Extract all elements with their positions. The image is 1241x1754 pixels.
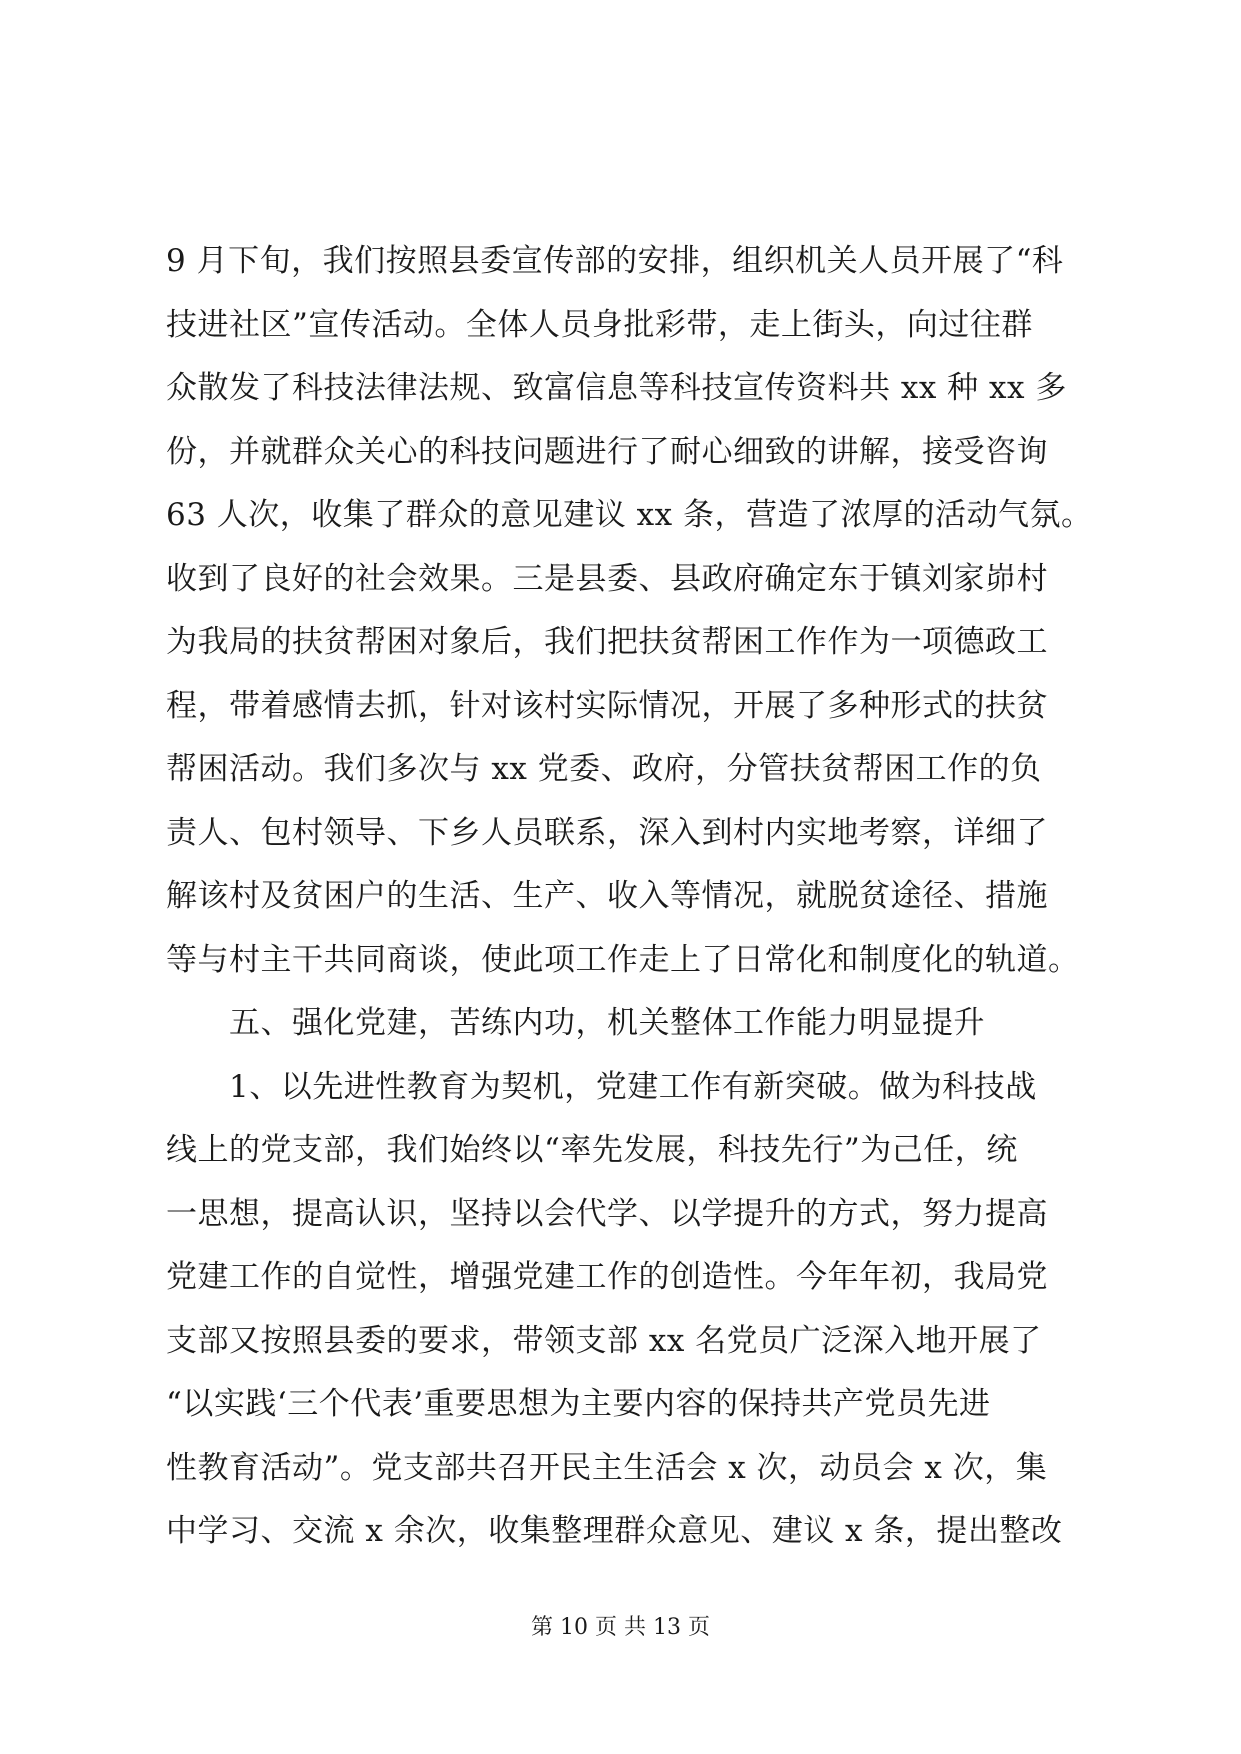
section-heading: 五、强化党建，苦练内功，机关整体工作能力明显提升	[166, 1005, 985, 1041]
text-line: 责人、包村领导、下乡人员联系，深入到村内实地考察，详细了	[166, 814, 1048, 851]
text-line: 党建工作的自觉性，增强党建工作的创造性。今年年初，我局党	[166, 1259, 1048, 1295]
text-line: 线上的党支部，我们始终以“率先发展，科技先行”为己任，统	[166, 1132, 1018, 1168]
text-line: 收到了良好的社会效果。三是县委、县政府确定东于镇刘家峁村	[166, 560, 1048, 597]
text-line: 众散发了科技法律法规、致富信息等科技宣传资料共 xx 种 xx 多	[166, 370, 1067, 406]
text-line: 份，并就群众关心的科技问题进行了耐心细致的讲解，接受咨询	[166, 433, 1048, 470]
text-line: 1、以先进性教育为契机，党建工作有新突破。做为科技战	[166, 1068, 1037, 1105]
text-line: 技进社区”宣传活动。全体人员身批彩带，走上街头，向过往群	[166, 306, 1033, 343]
text-line: 9 月下旬，我们按照县委宣传部的安排，组织机关人员开展了“科	[166, 243, 1064, 279]
text-line: 解该村及贫困户的生活、生产、收入等情况，就脱贫途径、措施	[166, 878, 1048, 914]
text-line: 等与村主干共同商谈，使此项工作走上了日常化和制度化的轨道。	[166, 941, 1080, 978]
text-line: 中学习、交流 x 余次，收集整理群众意见、建议 x 条，提出整改	[166, 1513, 1063, 1549]
text-line: 支部又按照县委的要求，带领支部 xx 名党员广泛深入地开展了	[166, 1322, 1042, 1359]
page-number: 第 10 页 共 13 页	[531, 1615, 710, 1640]
text-line: 帮困活动。我们多次与 xx 党委、政府，分管扶贫帮困工作的负	[166, 751, 1042, 787]
text-line: 性教育活动”。党支部共召开民主生活会 x 次，动员会 x 次，集	[166, 1449, 1048, 1486]
body-text	[166, 230, 1093, 1564]
text-line: 程，带着感情去抓，针对该村实际情况，开展了多种形式的扶贫	[166, 687, 1048, 724]
text-line: “以实践‘三个代表’重要思想为主要内容的保持共产党员先进	[166, 1386, 991, 1422]
text-line: 一思想，提高认识，坚持以会代学、以学提升的方式，努力提高	[166, 1195, 1048, 1232]
page-footer	[0, 1613, 1241, 1643]
text-line: 为我局的扶贫帮困对象后，我们把扶贫帮困工作作为一项德政工	[166, 624, 1048, 660]
text-line: 63 人次，收集了群众的意见建议 xx 条，营造了浓厚的活动气氛。	[166, 497, 1093, 533]
